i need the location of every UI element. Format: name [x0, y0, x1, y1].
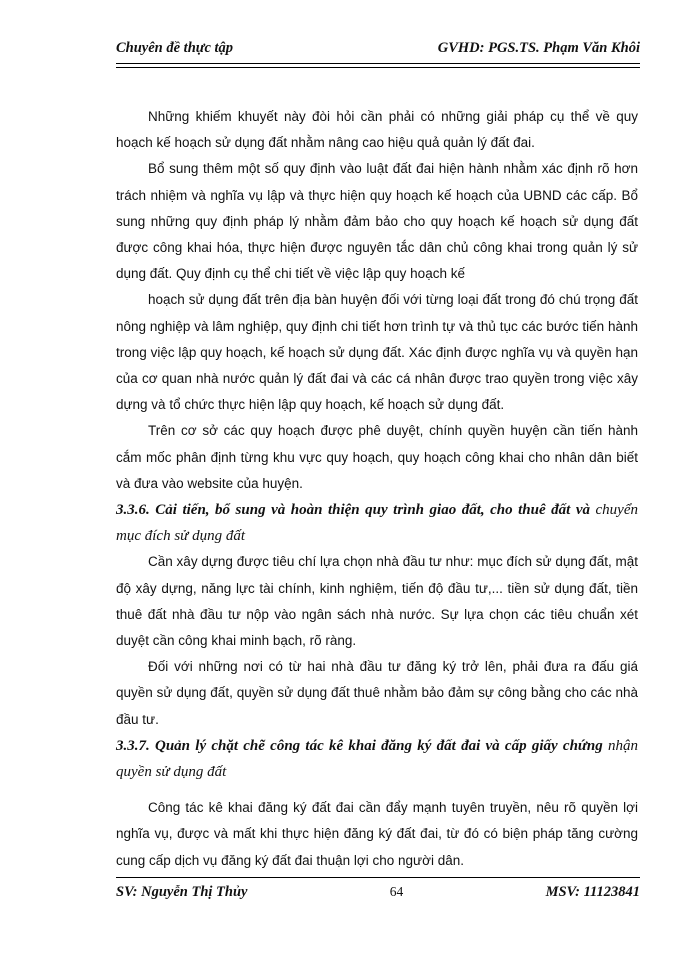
paragraph: Đối với những nơi có từ hai nhà đầu tư đăng ký trở lên, phải đưa ra đấu giá quyền sử dụng đất, quyền sử dụng đất thuê nhằm bảo đảm sự công bằng cho các nhà đầu tư.	[116, 659, 638, 727]
paragraph: Cần xây dựng được tiêu chí lựa chọn nhà đầu tư như: mục đích sử dụng đất, mật độ xây dựng, năng lực tài chính, kinh nghiệm, tiến độ đầu tư,... tiền sử dụng đất, tiền thuê đất nhà đầu tư nộp vào ngân sách nhà nước. Sự lựa chọn các tiêu chuẩn xét duyệt cần công khai minh bạch, rõ ràng.	[116, 554, 638, 649]
page-footer	[116, 884, 640, 901]
paragraph: Những khiếm khuyết này đòi hỏi cần phải có những giải pháp cụ thể về quy hoạch kế hoạch sử dụng đất nhằm nâng cao hiệu quả quản lý đất đai.	[116, 109, 638, 151]
paragraph: Công tác kê khai đăng ký đất đai cần đẩy mạnh tuyên truyền, nêu rõ quyền lợi nghĩa vụ, được và mất khi thực hiện đăng ký đất đai, từ đó có biện pháp tăng cường cung cấp dịch vụ đăng ký đất đai thuận lợi cho người dân.	[116, 800, 638, 868]
page-header	[116, 40, 640, 57]
section-heading-3-3-7	[116, 733, 638, 785]
header-divider	[116, 63, 640, 68]
heading-bold-part: 3.3.7. Quản lý chặt chẽ công tác kê khai đăng ký đất đai và cấp giấy chứng	[116, 737, 603, 754]
paragraph: Bổ sung thêm một số quy định vào luật đất đai hiện hành nhằm xác định rõ hơn trách nhiệm và nghĩa vụ lập và thực hiện quy hoạch kế hoạch của UBND các cấp. Bổ sung những quy định pháp lý nhằm đảm bảo cho quy hoạch kế hoạch sử dụng đất được công khai hóa, thực hiện được nguyên tắc dân chủ công khai trong quản lý sử dụng đất. Quy định cụ thể chi tiết về việc lập quy hoạch kế	[116, 161, 638, 282]
page-number: 64	[389, 884, 404, 899]
header-title: Chuyên đề thực tập	[116, 40, 234, 56]
section-heading-3-3-6	[116, 497, 638, 549]
heading-bold-part: 3.3.6. Cải tiến, bổ sung và hoàn thiện quy trình giao đất, cho thuê đất và	[116, 502, 591, 519]
paragraph: Trên cơ sở các quy hoạch được phê duyệt, chính quyền huyện cần tiến hành cắm mốc phân định từng khu vực quy hoạch, quy hoạch công khai cho nhân dân biết và đưa vào website của huyện.	[116, 423, 638, 491]
footer-student-id: MSV: 11123841	[545, 884, 640, 900]
header-advisor: GVHD: PGS.TS. Phạm Văn Khôi	[437, 40, 640, 56]
heading-italic-part: chuyển mục đích sử dụng đất	[116, 502, 639, 545]
heading-italic-part: nhận quyền sử dụng đất	[116, 737, 639, 781]
document-body	[116, 104, 638, 874]
paragraph: hoạch sử dụng đất trên địa bàn huyện đối với từng loại đất trong đó chú trọng đất nông nghiệp và lâm nghiệp, quy định chi tiết hơn trình tự và thủ tục các bước tiến hành trong việc lập quy hoạch, kế hoạch sử dụng đất. Xác định được nghĩa vụ và quyền hạn của cơ quan nhà nước quản lý đất đai và các cá nhân được trao quyền trong việc xây dựng và tổ chức thực hiện lập quy hoạch, kế hoạch sử dụng đất.	[116, 292, 638, 413]
footer-divider	[116, 877, 640, 878]
footer-student: SV: Nguyễn Thị Thủy	[116, 884, 248, 900]
spacer	[116, 785, 638, 795]
